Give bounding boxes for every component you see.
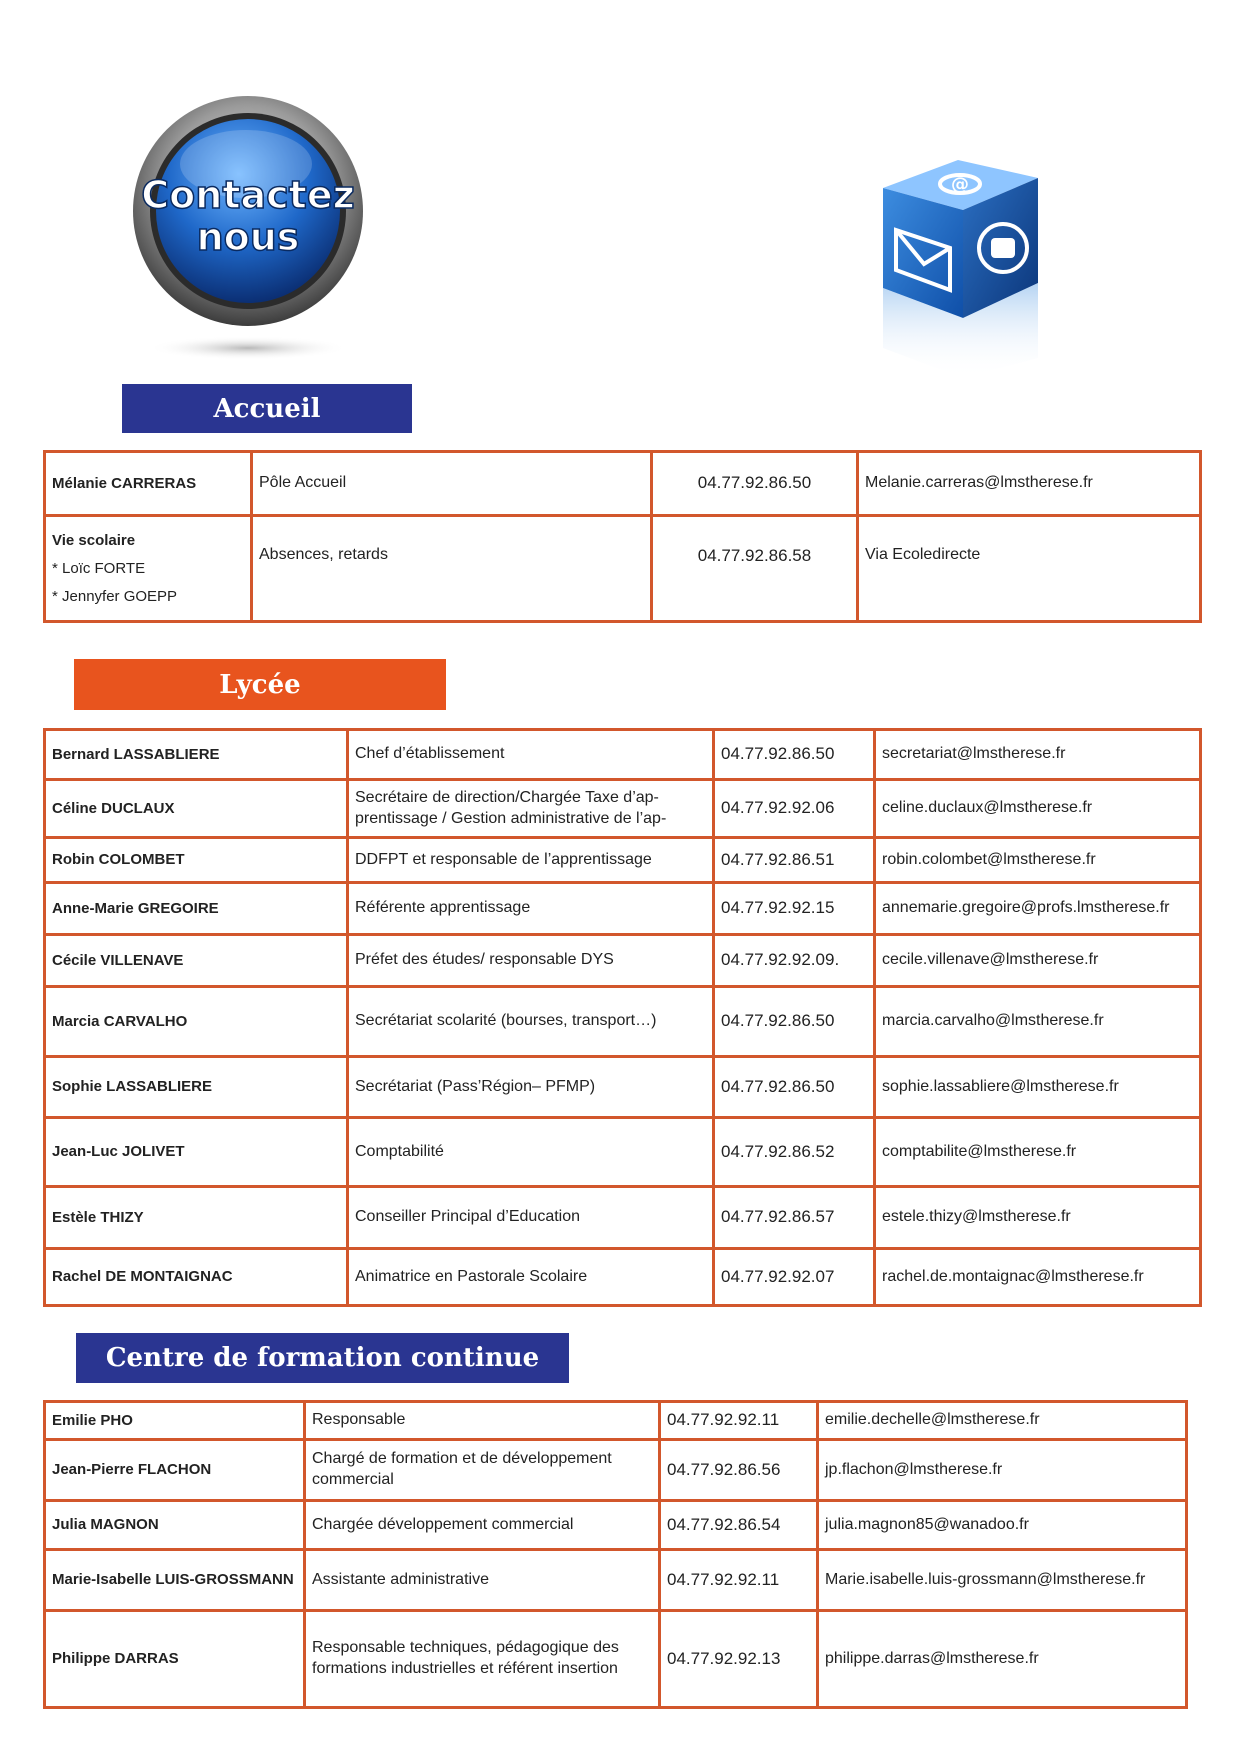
contact-email: cecile.villenave@lmstherese.fr (875, 935, 1201, 987)
contact-name: Robin COLOMBET (45, 838, 348, 883)
contact-phone: 04.77.92.86.56 (660, 1440, 818, 1501)
contact-name: Anne-Marie GREGOIRE (45, 883, 348, 935)
contact-phone: 04.77.92.86.54 (660, 1501, 818, 1550)
lycee-table (43, 728, 1202, 1307)
contact-cube-icon (868, 148, 1068, 378)
contact-email: robin.colombet@lmstherese.fr (875, 838, 1201, 883)
table-row (45, 1440, 1187, 1501)
contact-email: secretariat@lmstherese.fr (875, 730, 1201, 780)
contact-phone: 04.77.92.86.50 (652, 452, 858, 516)
contact-phone: 04.77.92.92.11 (660, 1402, 818, 1440)
contact-role: Chef d’établissement (348, 730, 714, 780)
table-row (45, 1501, 1187, 1550)
contact-email: emilie.dechelle@lmstherese.fr (818, 1402, 1187, 1440)
contact-phone: 04.77.92.86.50 (714, 1057, 875, 1118)
contact-email: annemarie.gregoire@profs.lmstherese.fr (875, 883, 1201, 935)
table-row (45, 935, 1201, 987)
contact-email: rachel.de.montaignac@lmstherese.fr (875, 1249, 1201, 1306)
contact-phone: 04.77.92.92.09. (714, 935, 875, 987)
contact-email: julia.magnon85@wanadoo.fr (818, 1501, 1187, 1550)
contact-role: Conseiller Principal d’Education (348, 1187, 714, 1249)
contact-name: Philippe DARRAS (45, 1611, 305, 1708)
contact-role: Comptabilité (348, 1118, 714, 1187)
contact-email: comptabilite@lmstherese.fr (875, 1118, 1201, 1187)
contactez-nous-logo (128, 96, 368, 366)
contact-role: Animatrice en Pastorale Scolaire (348, 1249, 714, 1306)
contact-email: Via Ecoledirecte (858, 516, 1201, 622)
contact-phone: 04.77.92.92.11 (660, 1550, 818, 1611)
table-row (45, 1057, 1201, 1118)
contact-phone: 04.77.92.86.52 (714, 1118, 875, 1187)
contact-name: Julia MAGNON (45, 1501, 305, 1550)
contact-role: Préfet des études/ responsable DYS (348, 935, 714, 987)
contact-phone: 04.77.92.92.13 (660, 1611, 818, 1708)
contact-phone: 04.77.92.86.51 (714, 838, 875, 883)
contact-name: Céline DUCLAUX (45, 780, 348, 838)
contact-role: Référente apprentissage (348, 883, 714, 935)
table-row (45, 1402, 1187, 1440)
table-row (45, 516, 1201, 622)
table-row (45, 883, 1201, 935)
table-row (45, 780, 1201, 838)
contact-name: Cécile VILLENAVE (45, 935, 348, 987)
contact-phone: 04.77.92.92.15 (714, 883, 875, 935)
group-label: Vie scolaire (52, 531, 136, 549)
contact-phone: 04.77.92.92.06 (714, 780, 875, 838)
contact-role: Secrétaire de direction/Chargée Taxe d’ap-prentissage / Gestion administrative de l’ap- (348, 780, 714, 838)
section-title-lycee: Lycée (74, 659, 446, 710)
contact-email: Melanie.carreras@lmstherese.fr (858, 452, 1201, 516)
contact-role: Chargé de formation et de développement commercial (305, 1440, 660, 1501)
contactez-text: Contactez (141, 173, 355, 217)
contact-phone: 04.77.92.86.50 (714, 730, 875, 780)
contact-phone: 04.77.92.86.57 (714, 1187, 875, 1249)
contact-phone: 04.77.92.86.50 (714, 987, 875, 1057)
group-member: * Jennyfer GOEPP (52, 587, 178, 605)
contact-phone: 04.77.92.86.58 (652, 516, 858, 622)
contact-name: Mélanie CARRERAS (45, 452, 252, 516)
section-title-centre-formation: Centre de formation continue (76, 1333, 569, 1383)
contact-email: estele.thizy@lmstherese.fr (875, 1187, 1201, 1249)
contact-email: jp.flachon@lmstherese.fr (818, 1440, 1187, 1501)
contact-name: Sophie LASSABLIERE (45, 1057, 348, 1118)
table-row (45, 730, 1201, 780)
accueil-table (43, 450, 1202, 623)
contact-role: Secrétariat scolarité (bourses, transport…) (348, 987, 714, 1057)
contact-role: Responsable techniques, pédagogique des formations industrielles et référent insertion (305, 1611, 660, 1708)
group-member: * Loïc FORTE (52, 559, 146, 577)
contact-role: Assistante administrative (305, 1550, 660, 1611)
table-row (45, 838, 1201, 883)
contact-name: Bernard LASSABLIERE (45, 730, 348, 780)
contact-email: marcia.carvalho@lmstherese.fr (875, 987, 1201, 1057)
contact-phone: 04.77.92.92.07 (714, 1249, 875, 1306)
centre-formation-table (43, 1400, 1188, 1709)
table-row (45, 1611, 1187, 1708)
table-row (45, 1550, 1187, 1611)
contact-role: Pôle Accueil (252, 452, 652, 516)
contact-email: philippe.darras@lmstherese.fr (818, 1611, 1187, 1708)
table-row (45, 1249, 1201, 1306)
table-row (45, 1118, 1201, 1187)
contact-email: sophie.lassabliere@lmstherese.fr (875, 1057, 1201, 1118)
contact-role: Secrétariat (Pass’Région– PFMP) (348, 1057, 714, 1118)
table-row (45, 452, 1201, 516)
nous-text: nous (196, 215, 300, 259)
contact-name: Marie-Isabelle LUIS-GROSSMANN (45, 1550, 305, 1611)
contact-name: Jean-Pierre FLACHON (45, 1440, 305, 1501)
contact-role: Absences, retards (252, 516, 652, 622)
contact-name: Estèle THIZY (45, 1187, 348, 1249)
contact-email: celine.duclaux@lmstherese.fr (875, 780, 1201, 838)
contact-role: Chargée développement commercial (305, 1501, 660, 1550)
section-title-accueil: Accueil (122, 384, 412, 433)
svg-text:@: @ (951, 174, 969, 195)
contact-email: Marie.isabelle.luis-grossmann@lmstherese.fr (818, 1550, 1187, 1611)
contact-role: Responsable (305, 1402, 660, 1440)
contact-name (45, 516, 252, 622)
table-row (45, 1187, 1201, 1249)
contact-name: Jean-Luc JOLIVET (45, 1118, 348, 1187)
contact-name: Marcia CARVALHO (45, 987, 348, 1057)
contact-name: Rachel DE MONTAIGNAC (45, 1249, 348, 1306)
table-row (45, 987, 1201, 1057)
contact-name: Emilie PHO (45, 1402, 305, 1440)
contact-role: DDFPT et responsable de l’apprentissage (348, 838, 714, 883)
